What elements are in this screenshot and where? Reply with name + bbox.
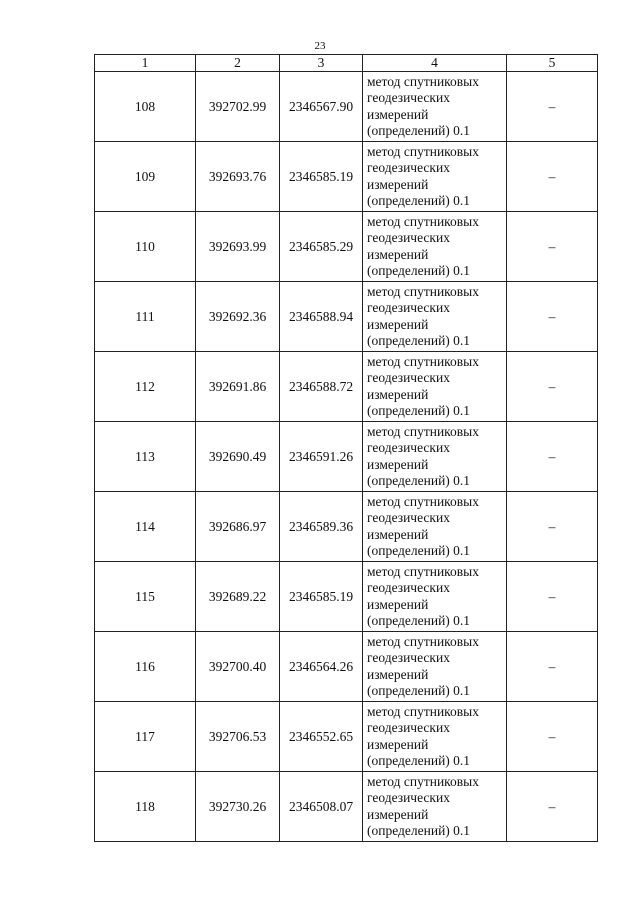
coordinates-table (94, 54, 598, 842)
method-line: метод спутниковых (367, 423, 479, 439)
x-coordinate-cell: 392691.86 (196, 352, 280, 422)
method-line: (определений) 0.1 (367, 753, 471, 768)
method-line: измерений (367, 176, 429, 192)
y-coordinate-cell: 2346564.26 (280, 632, 363, 702)
method-line: измерений (367, 316, 429, 332)
method-line: измерений (367, 736, 429, 752)
table-row (95, 212, 598, 282)
point-number-cell: 110 (95, 212, 196, 282)
x-coordinate-cell: 392693.99 (196, 212, 280, 282)
y-coordinate-cell: 2346567.90 (280, 72, 363, 142)
note-cell: – (507, 492, 598, 562)
point-number-cell: 113 (95, 422, 196, 492)
note-cell: – (507, 72, 598, 142)
method-line: измерений (367, 456, 429, 472)
point-number-cell: 114 (95, 492, 196, 562)
y-coordinate-cell: 2346589.36 (280, 492, 363, 562)
note-cell: – (507, 632, 598, 702)
method-cell (363, 632, 507, 702)
table-row (95, 632, 598, 702)
table-row (95, 352, 598, 422)
column-header-3: 3 (280, 55, 363, 72)
method-line: (определений) 0.1 (367, 333, 471, 348)
table-body (95, 72, 598, 842)
method-line: метод спутниковых (367, 493, 479, 509)
method-line: геодезических (367, 160, 450, 175)
method-line: метод спутниковых (367, 73, 479, 89)
point-number-cell: 118 (95, 772, 196, 842)
method-line: измерений (367, 526, 429, 542)
method-line: метод спутниковых (367, 283, 479, 299)
column-header-5: 5 (507, 55, 598, 72)
y-coordinate-cell: 2346588.72 (280, 352, 363, 422)
x-coordinate-cell: 392686.97 (196, 492, 280, 562)
x-coordinate-cell: 392693.76 (196, 142, 280, 212)
method-line: (определений) 0.1 (367, 263, 471, 278)
x-coordinate-cell: 392730.26 (196, 772, 280, 842)
point-number-cell: 112 (95, 352, 196, 422)
point-number-cell: 109 (95, 142, 196, 212)
x-coordinate-cell: 392692.36 (196, 282, 280, 352)
method-line: измерений (367, 106, 429, 122)
method-line: измерений (367, 386, 429, 402)
note-cell: – (507, 772, 598, 842)
method-line: (определений) 0.1 (367, 193, 471, 208)
method-cell (363, 492, 507, 562)
note-cell: – (507, 422, 598, 492)
table-row (95, 562, 598, 632)
method-line: геодезических (367, 510, 450, 525)
method-cell (363, 352, 507, 422)
method-line: метод спутниковых (367, 773, 479, 789)
method-line: геодезических (367, 90, 450, 105)
note-cell: – (507, 562, 598, 632)
method-cell (363, 772, 507, 842)
column-header-1: 1 (95, 55, 196, 72)
point-number-cell: 111 (95, 282, 196, 352)
note-cell: – (507, 352, 598, 422)
method-line: геодезических (367, 580, 450, 595)
y-coordinate-cell: 2346552.65 (280, 702, 363, 772)
x-coordinate-cell: 392700.40 (196, 632, 280, 702)
method-line: (определений) 0.1 (367, 473, 471, 488)
method-line: геодезических (367, 370, 450, 385)
table-row (95, 282, 598, 352)
x-coordinate-cell: 392690.49 (196, 422, 280, 492)
y-coordinate-cell: 2346585.19 (280, 142, 363, 212)
x-coordinate-cell: 392689.22 (196, 562, 280, 632)
method-line: (определений) 0.1 (367, 823, 471, 838)
table-row (95, 702, 598, 772)
method-line: геодезических (367, 300, 450, 315)
table-header-row (95, 55, 598, 72)
method-cell (363, 702, 507, 772)
y-coordinate-cell: 2346585.29 (280, 212, 363, 282)
point-number-cell: 108 (95, 72, 196, 142)
method-line: измерений (367, 806, 429, 822)
table-row (95, 142, 598, 212)
table-row (95, 492, 598, 562)
method-line: геодезических (367, 440, 450, 455)
table-row (95, 72, 598, 142)
method-line: геодезических (367, 650, 450, 665)
point-number-cell: 117 (95, 702, 196, 772)
point-number-cell: 115 (95, 562, 196, 632)
method-line: метод спутниковых (367, 353, 479, 369)
method-line: геодезических (367, 790, 450, 805)
method-cell (363, 562, 507, 632)
method-line: (определений) 0.1 (367, 613, 471, 628)
method-line: измерений (367, 666, 429, 682)
method-cell (363, 72, 507, 142)
method-line: измерений (367, 596, 429, 612)
method-line: метод спутниковых (367, 563, 479, 579)
y-coordinate-cell: 2346591.26 (280, 422, 363, 492)
method-line: геодезических (367, 720, 450, 735)
column-header-2: 2 (196, 55, 280, 72)
method-line: (определений) 0.1 (367, 123, 471, 138)
x-coordinate-cell: 392706.53 (196, 702, 280, 772)
method-line: измерений (367, 246, 429, 262)
method-line: метод спутниковых (367, 703, 479, 719)
method-line: геодезических (367, 230, 450, 245)
method-line: (определений) 0.1 (367, 543, 471, 558)
x-coordinate-cell: 392702.99 (196, 72, 280, 142)
method-line: метод спутниковых (367, 143, 479, 159)
column-header-4: 4 (363, 55, 507, 72)
method-cell (363, 142, 507, 212)
y-coordinate-cell: 2346508.07 (280, 772, 363, 842)
table-row (95, 422, 598, 492)
method-line: метод спутниковых (367, 633, 479, 649)
method-line: метод спутниковых (367, 213, 479, 229)
y-coordinate-cell: 2346585.19 (280, 562, 363, 632)
y-coordinate-cell: 2346588.94 (280, 282, 363, 352)
note-cell: – (507, 142, 598, 212)
note-cell: – (507, 282, 598, 352)
note-cell: – (507, 212, 598, 282)
method-line: (определений) 0.1 (367, 683, 471, 698)
method-line: (определений) 0.1 (367, 403, 471, 418)
page-number: 23 (314, 40, 326, 52)
method-cell (363, 282, 507, 352)
point-number-cell: 116 (95, 632, 196, 702)
method-cell (363, 422, 507, 492)
table-row (95, 772, 598, 842)
method-cell (363, 212, 507, 282)
note-cell: – (507, 702, 598, 772)
